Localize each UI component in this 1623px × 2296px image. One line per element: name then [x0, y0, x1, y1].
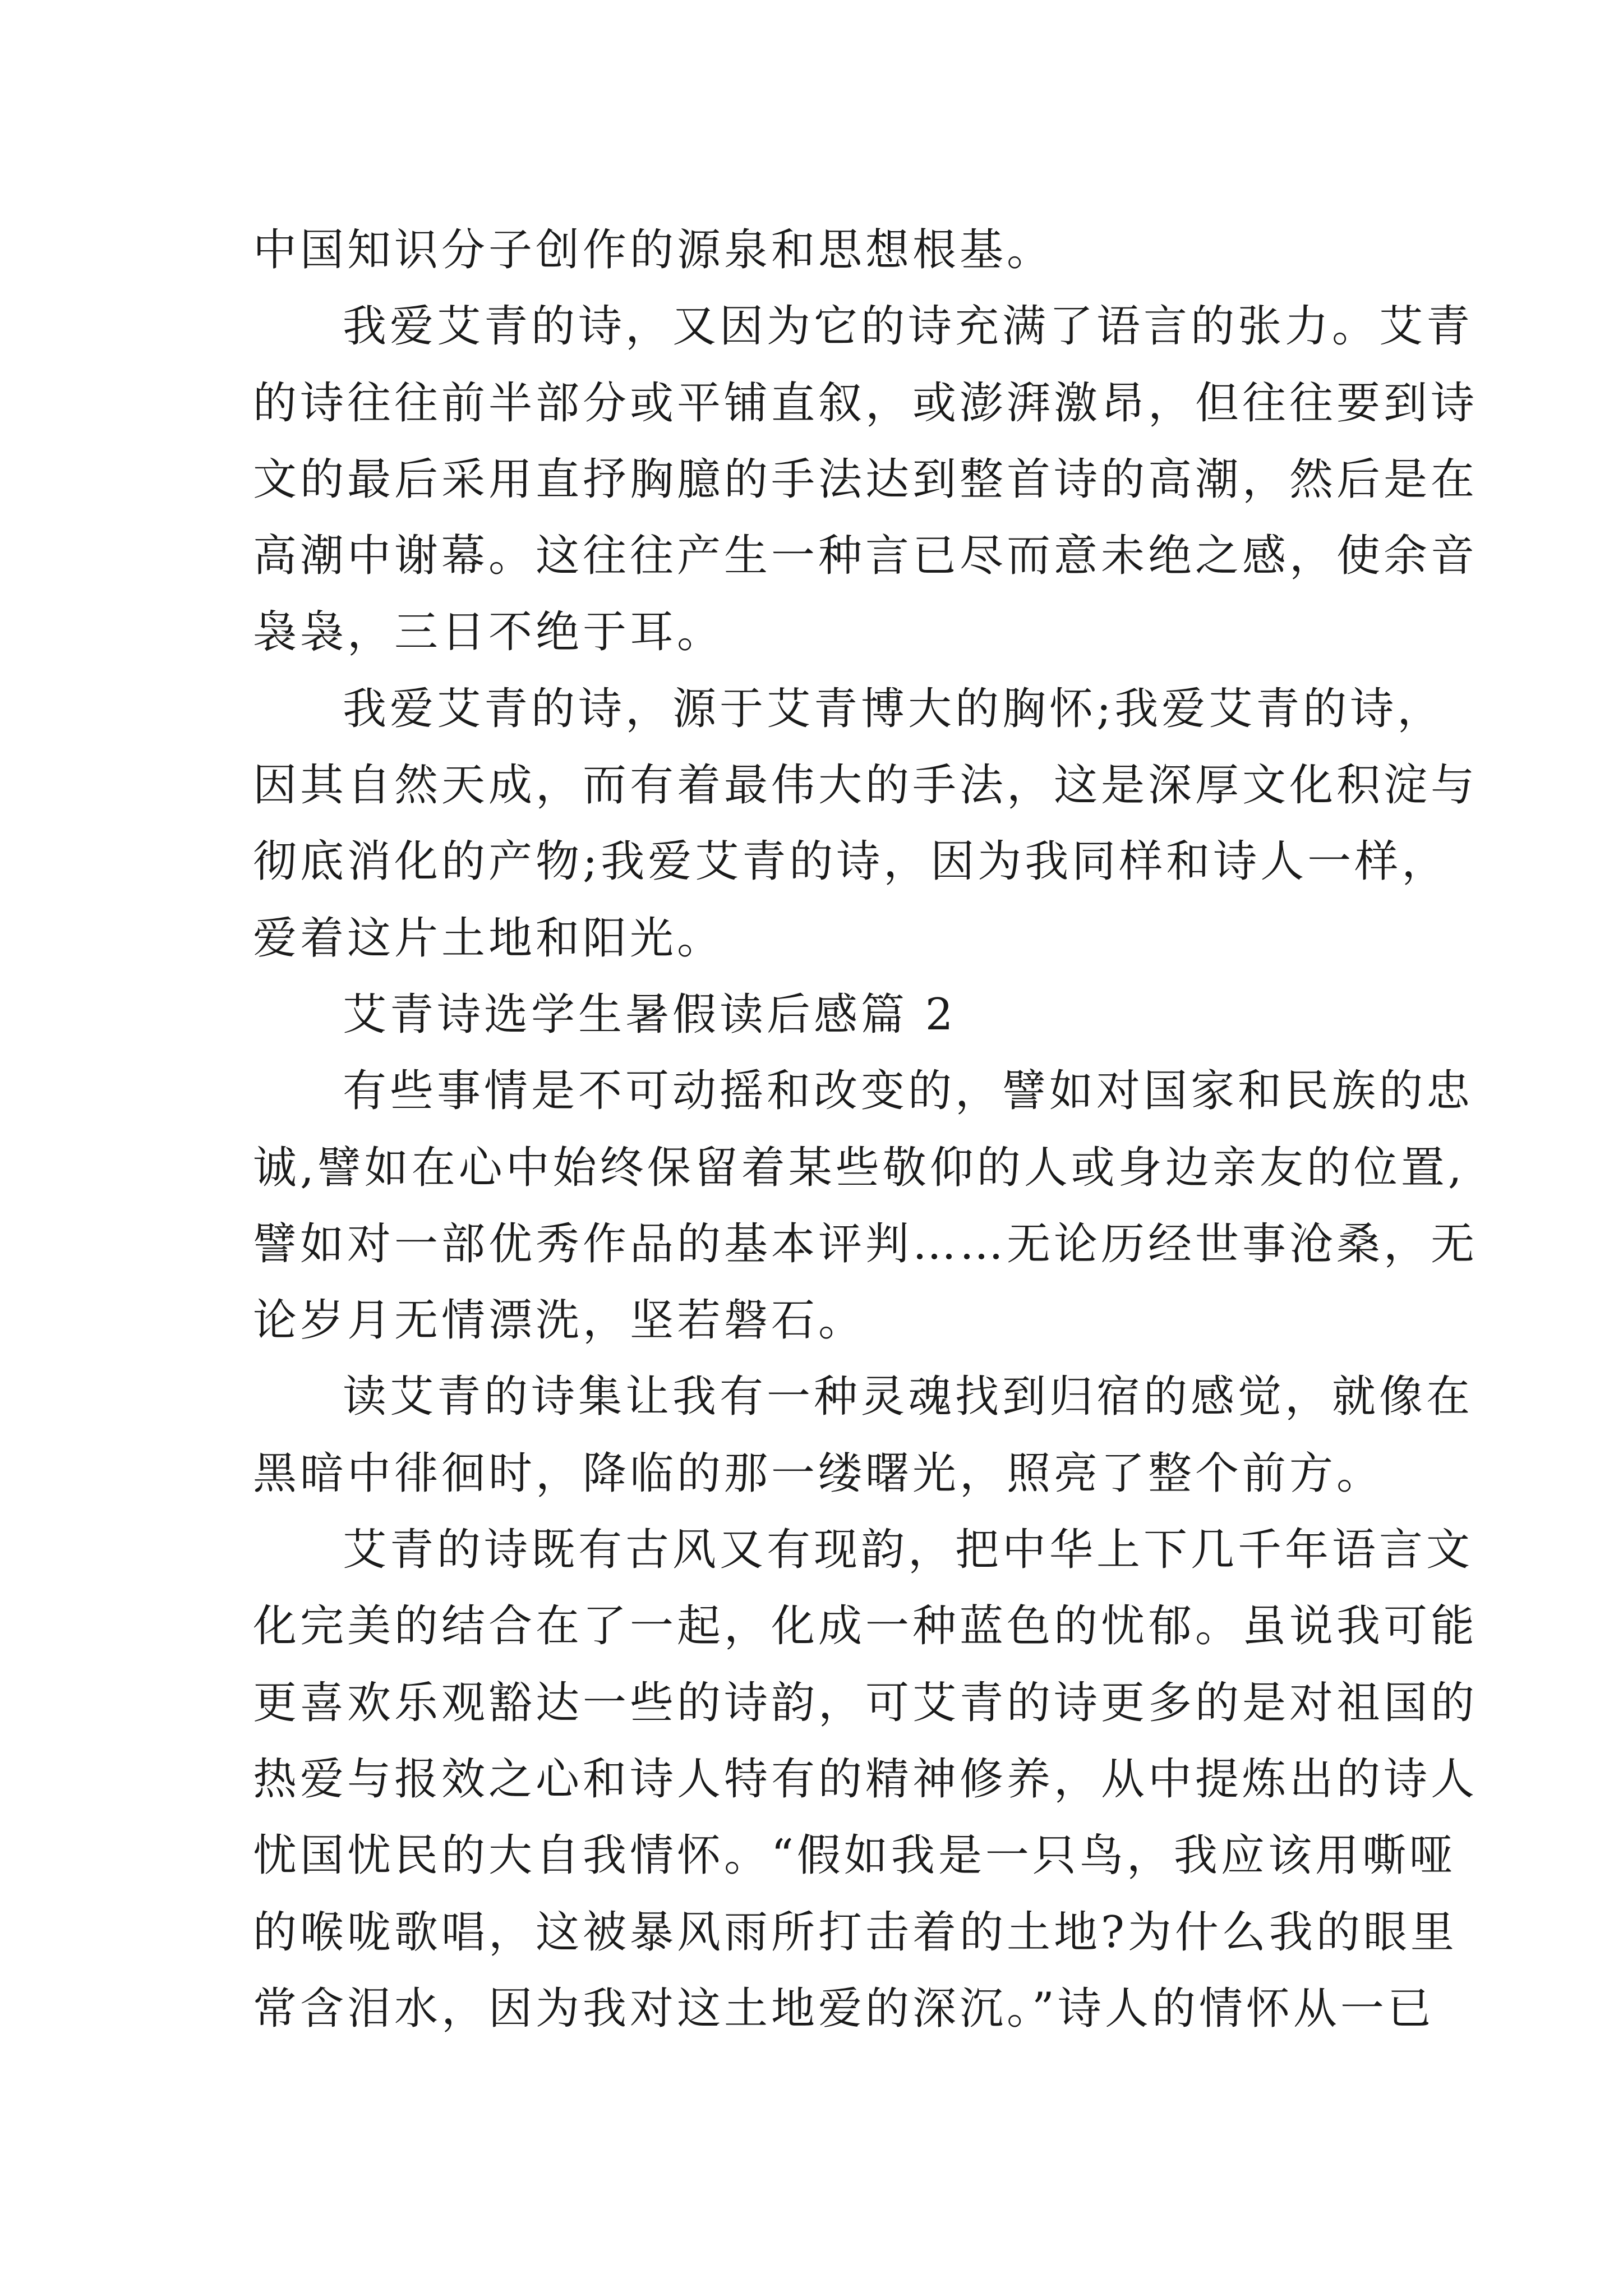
text-line: 诚,譬如在心中始终保留着某些敬仰的人或身边亲友的位置,	[253, 1142, 1465, 1193]
text-line: 彻底消化的产物;我爱艾青的诗，因为我同样和诗人一样，	[253, 836, 1449, 887]
text-line: 黑暗中徘徊时，降临的那一缕曙光，照亮了整个前方。	[253, 1448, 1384, 1499]
text-line: 热爱与报效之心和诗人特有的精神修养，从中提炼出的诗人	[253, 1754, 1478, 1805]
text-line: 我爱艾青的诗，又因为它的诗充满了语言的张力。艾青	[343, 301, 1474, 352]
text-line: 的诗往往前半部分或平铺直叙，或澎湃激昂，但往往要到诗	[253, 378, 1478, 429]
text-line: 化完美的结合在了一起，化成一种蓝色的忧郁。虽说我可能	[253, 1601, 1478, 1652]
text-line: 有些事情是不可动摇和改变的，譬如对国家和民族的忠	[343, 1066, 1474, 1117]
text-line: 艾青的诗既有古风又有现韵，把中华上下几千年语言文	[343, 1525, 1474, 1576]
text-line: 文的最后采用直抒胸臆的手法达到整首诗的高潮，然后是在	[253, 454, 1478, 505]
text-line: 因其自然天成，而有着最伟大的手法，这是深厚文化积淀与	[253, 760, 1478, 811]
text-line: 的喉咙歌唱，这被暴风雨所打击着的土地?为什么我的眼里	[253, 1907, 1458, 1958]
text-line: 中国知识分子创作的源泉和思想根基。	[253, 225, 1054, 275]
text-line: 常含泪水，因为我对这土地爱的深沉。”诗人的情怀从一已	[253, 1983, 1435, 2034]
text-line: 我爱艾青的诗，源于艾青博大的胸怀;我爱艾青的诗，	[343, 683, 1445, 734]
text-line: 高潮中谢幕。这往往产生一种言已尽而意未绝之感，使余音	[253, 531, 1478, 582]
text-line: 譬如对一部优秀作品的基本评判……无论历经世事沧桑，无	[253, 1218, 1478, 1269]
text-line: 忧国忧民的大自我情怀。“假如我是一只鸟，我应该用嘶哑	[253, 1830, 1456, 1881]
text-line: 论岁月无情漂洗，坚若磐石。	[253, 1295, 866, 1346]
text-line: 袅袅，三日不绝于耳。	[253, 607, 725, 658]
text-line: 更喜欢乐观豁达一些的诗韵，可艾青的诗更多的是对祖国的	[253, 1677, 1478, 1728]
text-line: 爱着这片土地和阳光。	[253, 913, 725, 964]
document-body	[253, 212, 1478, 2047]
text-line: 读艾青的诗集让我有一种灵魂找到归宿的感觉，就像在	[343, 1372, 1474, 1423]
text-line: 艾青诗选学生暑假读后感篇 2	[343, 989, 957, 1040]
